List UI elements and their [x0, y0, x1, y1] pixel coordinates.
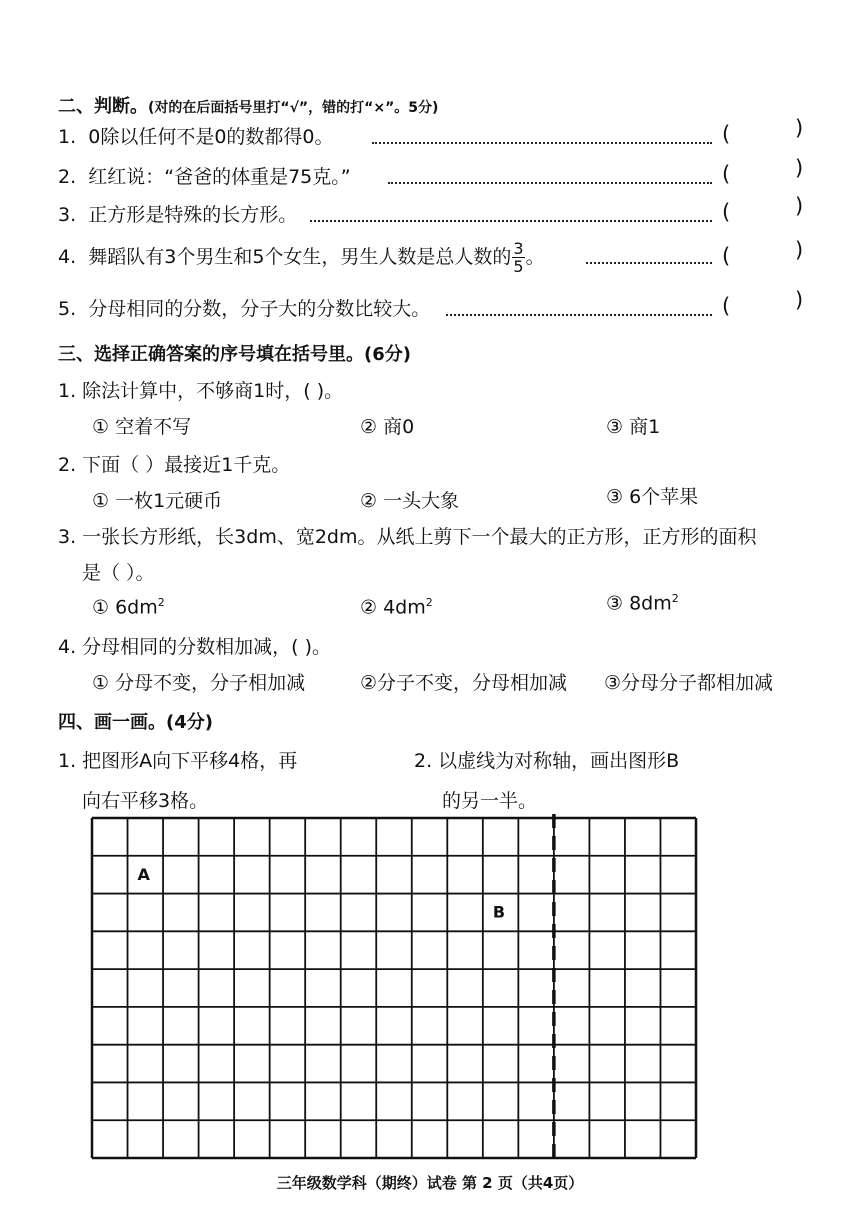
figure-a-label: A	[137, 864, 150, 884]
grid-lines	[92, 818, 696, 1158]
option-text: ③ 8dm	[606, 592, 672, 615]
answer-paren-close: )	[795, 238, 804, 262]
page-footer: 三年级数学科（期终）试卷 第 2 页（共4页）	[276, 1174, 584, 1192]
judge-heading-note: (对的在后面括号里打“√”，错的打“×”。5分)	[148, 100, 439, 116]
answer-paren-open[interactable]: (	[722, 294, 731, 318]
judge-heading-title: 二、判断。	[58, 96, 148, 117]
choice-q3-stem-continued: 是（ ）。	[82, 562, 155, 584]
option-text: ② 4dm	[360, 596, 426, 619]
choice-q1-option-2: ② 商0	[360, 416, 415, 438]
choice-q4-option-2: ②分子不变，分母相加减	[360, 672, 568, 694]
answer-paren-close: )	[795, 116, 804, 140]
draw-q2-line1: 2. 以虚线为对称轴，画出图形B	[414, 750, 680, 772]
choice-q2-option-2: ② 一头大象	[360, 490, 460, 512]
judge-item-num: 2.	[58, 166, 77, 188]
option-text: ① 6dm	[92, 596, 158, 619]
judge-item-text: 分母相同的分数，分子大的分数比较大。	[88, 298, 431, 320]
choice-q4-option-3: ③分母分子都相加减	[604, 672, 774, 694]
judge-item-tail: 。	[525, 246, 545, 268]
answer-paren-close: )	[795, 156, 804, 180]
judge-item-num: 4.	[58, 246, 77, 268]
choice-q1-option-3: ③ 商1	[606, 416, 661, 438]
choice-heading: 三、选择正确答案的序号填在括号里。(6分)	[58, 344, 411, 365]
judge-item-text: 正方形是特殊的长方形。	[88, 204, 298, 226]
answer-paren-close: )	[795, 288, 804, 312]
choice-q3-stem: 3. 一张长方形纸，长3dm、宽2dm。从纸上剪下一个最大的正方形，正方形的面积	[58, 526, 757, 548]
judge-item-text: 舞蹈队有3个男生和5个女生，男生人数是总人数的	[88, 246, 512, 268]
exponent: 2	[157, 596, 165, 609]
answer-paren-open[interactable]: (	[722, 200, 731, 224]
choice-q4-option-1: ① 分母不变，分子相加减	[92, 672, 306, 694]
judge-item-num: 1.	[58, 126, 77, 148]
answer-paren-open[interactable]: (	[722, 244, 731, 268]
judge-item-num: 3.	[58, 204, 77, 226]
draw-q2-line2: 的另一半。	[442, 790, 538, 812]
judge-item-text: 0除以任何不是0的数都得0。	[88, 126, 334, 148]
choice-q2-option-3: ③ 6个苹果	[606, 486, 699, 508]
choice-q1-option-1: ① 空着不写	[92, 416, 192, 438]
choice-q2-option-1: ① 一枚1元硬币	[92, 490, 223, 512]
judge-item-text: 红红说：“爸爸的体重是75克。”	[88, 166, 351, 188]
figure-b-label: B	[492, 902, 506, 922]
judge-item-num: 5.	[58, 298, 77, 320]
choice-q1-stem: 1. 除法计算中，不够商1时，( )。	[58, 380, 344, 402]
answer-paren-close: )	[795, 194, 804, 218]
draw-heading: 四、画一画。(4分)	[58, 712, 213, 733]
exponent: 2	[425, 596, 433, 609]
choice-q2-stem: 2. 下面（ ）最接近1千克。	[58, 454, 291, 476]
choice-q4-stem: 4. 分母相同的分数相加减，( )。	[58, 636, 332, 658]
exponent: 2	[671, 592, 679, 605]
answer-paren-open[interactable]: (	[722, 122, 731, 146]
fraction-denominator: 5	[513, 257, 524, 276]
draw-q1-line2: 向右平移3格。	[82, 790, 209, 812]
fraction-numerator: 3	[513, 239, 524, 258]
draw-q1-line1: 1. 把图形A向下平移4格，再	[58, 750, 298, 772]
answer-paren-open[interactable]: (	[722, 162, 731, 186]
